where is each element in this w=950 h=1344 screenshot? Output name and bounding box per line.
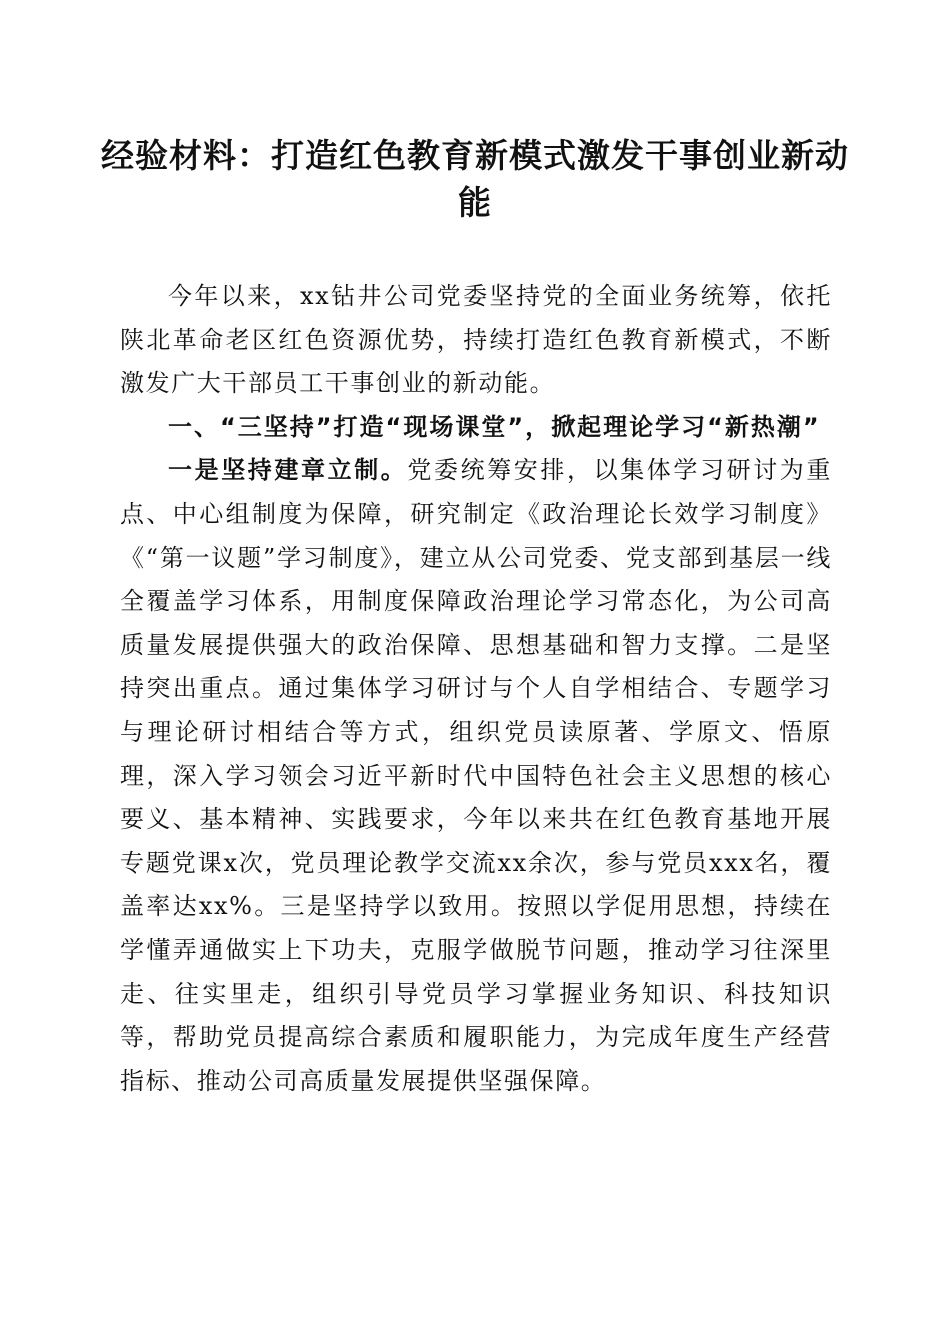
point-2-text: 通过集体学习研讨与个人自学相结合、专题学习与理论研讨相结合等方式，组织党员读原著、学原文、悟原理，深入学习领会习近平新时代中国特色社会主义思想的核心要义、基本精神、实践要求，今年以来共在红色教育基地开展专题党课x次，党员理论教学交流xx余次，参与党员xxx名，覆盖率达xx%。 — [120, 674, 832, 921]
document-title: 经验材料：打造红色教育新模式激发干事创业新动能 — [101, 136, 849, 222]
document-body — [120, 275, 832, 1103]
section-heading: 一、“三坚持”打造“现场课堂”，掀起理论学习“新热潮” — [168, 412, 821, 441]
point-3-lead: 三是坚持学以致用。 — [280, 892, 518, 921]
section-paragraph — [120, 449, 832, 1103]
intro-paragraph: 今年以来，xx钻井公司党委坚持党的全面业务统筹，依托陕北革命老区红色资源优势，持续打造红色教育新模式，不断激发广大干部员工干事创业的新动能。 — [120, 282, 832, 398]
point-1-lead: 一是坚持建章立制。 — [168, 456, 408, 485]
point-2-lead: 二是坚持突出重点。 — [120, 630, 832, 703]
point-3-text: 按照以学促用思想，持续在学懂弄通做实上下功夫，克服学做脱节问题，推动学习往深里走、往实里走，组织引导党员学习掌握业务知识、科技知识等，帮助党员提高综合素质和履职能力，为完成年度生产经营指标、推动公司高质量发展提供坚强保障。 — [120, 892, 833, 1095]
point-1-text: 党委统筹安排，以集体学习研讨为重点、中心组制度为保障，研究制定《政治理论长效学习制度》《“第一议题”学习制度》，建立从公司党委、党支部到基层一线全覆盖学习体系，用制度保障政治理论学习常态化，为公司高质量发展提供强大的政治保障、思想基础和智力支撑。 — [120, 456, 832, 659]
